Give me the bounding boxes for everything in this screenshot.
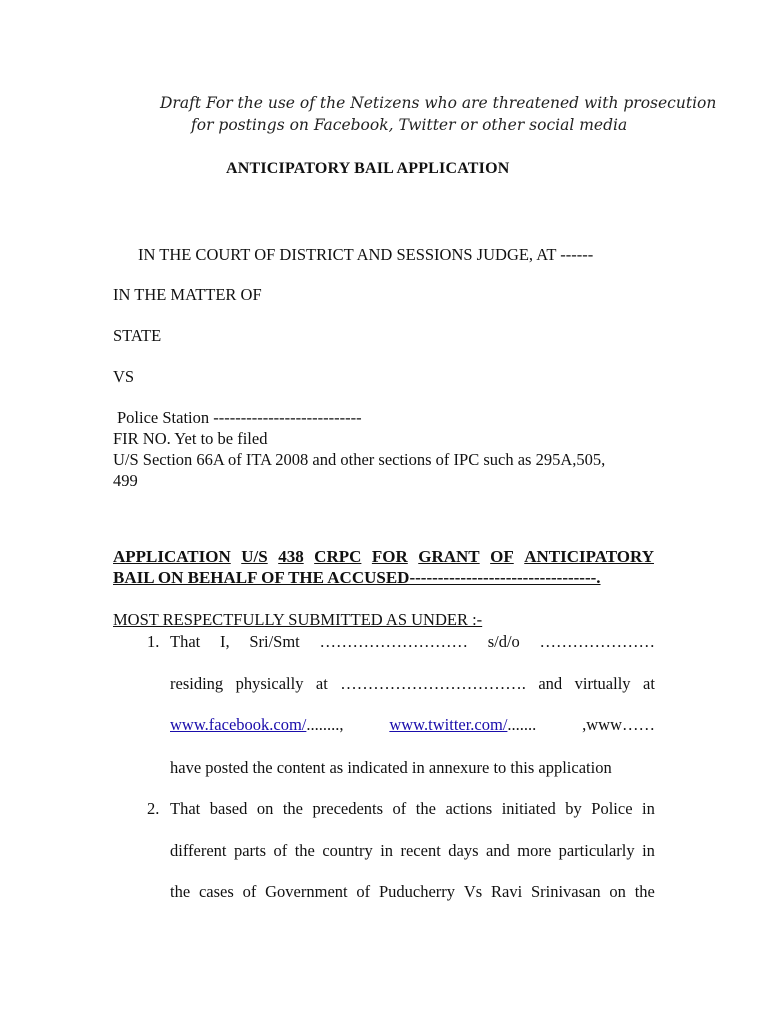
- item-1-number: 1.: [147, 632, 160, 651]
- word-token: more: [517, 841, 552, 860]
- application-heading-line-2: BAIL ON BEHALF OF THE ACCUSED---------------------------------.: [113, 568, 601, 587]
- word-token: recent: [400, 841, 441, 860]
- word-token: based: [209, 799, 248, 818]
- word-token: in: [642, 799, 655, 818]
- word-token: by: [565, 799, 582, 818]
- twitter-link[interactable]: www.twitter.com/: [389, 715, 508, 734]
- word-token: …………………………….: [340, 674, 526, 693]
- word-token: APPLICATION: [113, 547, 231, 566]
- word-token: That: [170, 632, 201, 651]
- word-token: I,: [219, 632, 230, 651]
- word-token: ………………………: [319, 632, 468, 651]
- word-token: the: [634, 882, 655, 901]
- word-token: Sri/Smt: [249, 632, 300, 651]
- word-token: at: [315, 674, 328, 693]
- draft-note-line-2: for postings on Facebook, Twitter or other social media: [191, 116, 628, 134]
- document-title: ANTICIPATORY BAIL APPLICATION: [226, 160, 510, 177]
- word-token: of: [392, 799, 407, 818]
- word-token: Ravi: [490, 882, 523, 901]
- word-token: on: [256, 799, 274, 818]
- word-token: country: [322, 841, 373, 860]
- word-token: CRPC: [314, 547, 362, 566]
- submitted-line: MOST RESPECTFULLY SUBMITTED AS UNDER :-: [113, 610, 483, 629]
- word-token: on: [609, 882, 626, 901]
- item-2-row-3: [170, 882, 655, 902]
- word-token: of: [356, 882, 371, 901]
- word-token: [389, 715, 536, 735]
- word-token: precedents: [312, 799, 384, 818]
- word-token: ,www……: [582, 715, 655, 734]
- link-suffix: .......: [507, 715, 537, 734]
- matter-line: IN THE MATTER OF: [113, 285, 262, 304]
- item-1-row-3: [170, 715, 655, 735]
- application-heading-line-1: [113, 547, 654, 567]
- word-token: and: [538, 674, 563, 693]
- facebook-link[interactable]: www.facebook.com/: [170, 715, 307, 734]
- word-token: in: [642, 841, 655, 860]
- word-token: the: [282, 799, 303, 818]
- item-1-row-2: [170, 674, 655, 694]
- us-section-line: U/S Section 66A of ITA 2008 and other sections of IPC such as 295A,505,: [113, 450, 606, 469]
- word-token: the: [170, 882, 191, 901]
- word-token: days: [448, 841, 479, 860]
- word-token: [170, 715, 344, 735]
- word-token: residing: [170, 674, 224, 693]
- word-token: at: [643, 674, 655, 693]
- word-token: That: [170, 799, 201, 818]
- vs-line: VS: [113, 367, 135, 386]
- word-token: initiated: [501, 799, 556, 818]
- link-suffix: ........,: [306, 715, 344, 734]
- word-token: of: [242, 882, 257, 901]
- word-token: …………………: [539, 632, 655, 651]
- word-token: actions: [445, 799, 493, 818]
- item-2-row-2: [170, 841, 655, 861]
- fir-line: FIR NO. Yet to be filed: [113, 429, 268, 448]
- us-section-line-cont: 499: [113, 471, 138, 490]
- word-token: particularly: [558, 841, 635, 860]
- word-token: physically: [235, 674, 304, 693]
- word-token: and: [485, 841, 510, 860]
- court-line: IN THE COURT OF DISTRICT AND SESSIONS JUDGE, AT ------: [138, 245, 594, 264]
- police-station-line: Police Station ---------------------------: [117, 408, 362, 427]
- draft-note-line-1: Draft For the use of the Netizens who are threatened with prosecution: [160, 94, 717, 112]
- state-line: STATE: [113, 326, 162, 345]
- word-token: ANTICIPATORY: [524, 547, 654, 566]
- word-token: Puducherry: [378, 882, 456, 901]
- word-token: parts: [233, 841, 267, 860]
- item-2-row-1: [170, 799, 655, 819]
- item-1-row-4: have posted the content as indicated in annexure to this application: [170, 758, 612, 777]
- word-token: Vs: [463, 882, 483, 901]
- item-1-row-1: [170, 632, 655, 652]
- word-token: GRANT: [418, 547, 480, 566]
- word-token: FOR: [371, 547, 408, 566]
- word-token: the: [415, 799, 436, 818]
- word-token: 438: [278, 547, 304, 566]
- word-token: in: [380, 841, 394, 860]
- word-token: Srinivasan: [530, 882, 601, 901]
- word-token: different: [170, 841, 227, 860]
- word-token: Police: [591, 799, 633, 818]
- item-2-number: 2.: [147, 799, 160, 818]
- word-token: of: [273, 841, 288, 860]
- word-token: the: [294, 841, 315, 860]
- word-token: Government: [265, 882, 348, 901]
- word-token: virtually: [574, 674, 631, 693]
- word-token: s/d/o: [487, 632, 520, 651]
- word-token: U/S: [241, 547, 268, 566]
- word-token: OF: [490, 547, 514, 566]
- word-token: cases: [198, 882, 234, 901]
